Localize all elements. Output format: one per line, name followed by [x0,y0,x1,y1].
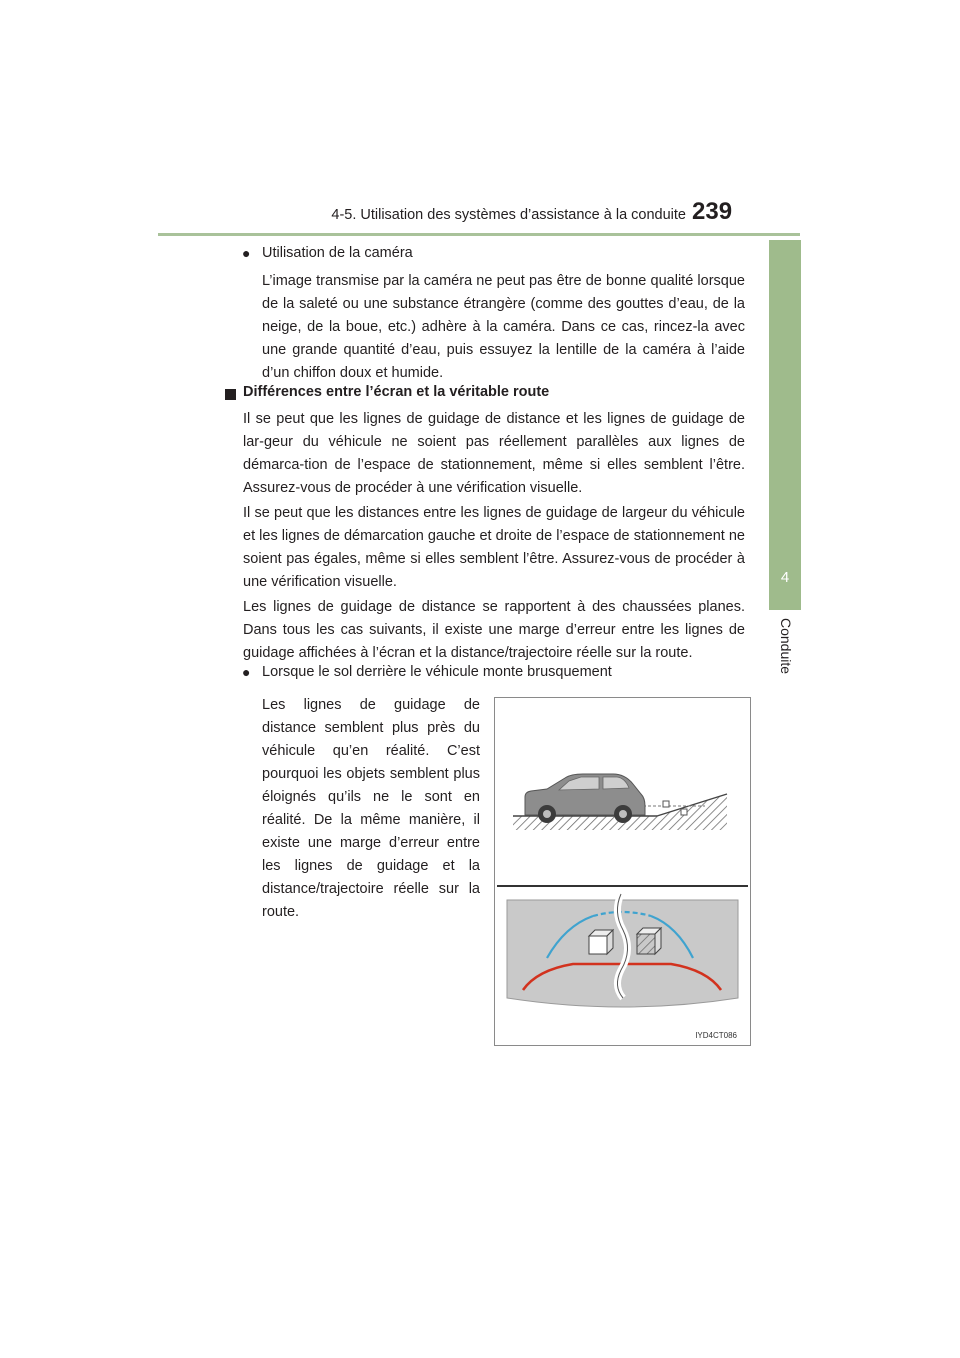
differences-paragraph-2: Il se peut que les distances entre les lignes de guidage de largeur du véhicule et les lignes de démarcation gauche et droite de l’espace de stationnement ne soient pas égales, même si elles semblent l’être. Assurez-vous de procéder à une vérification visuelle. [243,505,745,590]
header-rule [158,233,800,236]
differences-paragraph-3: Les lignes de guidage de distance se rapportent à des chaussées planes. Dans tous les cas suivants, il existe une marge d’erreur entre les lignes de guidage affichées à l’écran et la distance/trajectoire réelle sur la route. [243,599,745,661]
chapter-tab [769,240,801,610]
slope-case-title: Lorsque le sol derrière le véhicule monte brusquement [262,664,612,680]
slope-case-text: Les lignes de guidage de distance semblent plus près du véhicule qu’en réalité. C’est pourquoi les objets semblent plus éloignés qu’ils ne le sont en réalité. De la même manière, il existe une marge d’erreur entre les lignes de guidage et la distance/trajectoire réelle sur la route. [262,697,480,920]
figure-svg [495,698,750,1045]
differences-heading: Différences entre l’écran et la véritable route [243,384,550,400]
marker-box-near [663,801,669,807]
bullet-camera: ● [242,245,251,261]
chapter-tab-label: Conduite [778,618,794,675]
camera-note-title: Utilisation de la caméra [262,245,413,261]
flat-ground [513,816,657,830]
figure-code: IYD4CT086 [695,1031,737,1040]
object-box-left [589,936,607,954]
camera-screen-view [507,894,738,1007]
object-box-right [637,934,655,954]
chapter-tab-number: 4 [780,569,790,586]
differences-paragraph-1: Il se peut que les lignes de guidage de distance et les lignes de guidage de lar-geur du véhicule ne soient pas réellement parallèles aux lignes de démarca-tion de l’espace de stationnement, même si elles semblent l’être. Assurez-vous de procéder à une vérification visuelle. [243,411,745,496]
marker-box-far [681,809,687,815]
running-header-section: 4-5. Utilisation des systèmes d’assistance à la conduite [331,207,686,223]
side-view-diagram [513,774,727,830]
camera-note-text: L’image transmise par la caméra ne peut pas être de bonne qualité lorsque de la saleté ou une substance étrangère (comme des gouttes d’eau, de la neige, de la boue, etc.) adhère à la caméra. Dans ce cas, rincez-la avec une grande quantité d’eau, puis essuyez la lentille de la caméra à l’aide d’un chiffon doux et humide. [262,273,745,381]
figure-slope-illustration [494,697,751,1046]
bullet-slope-case: ● [242,664,251,680]
page-number: 239 [692,198,733,225]
section-square-marker [225,389,236,400]
